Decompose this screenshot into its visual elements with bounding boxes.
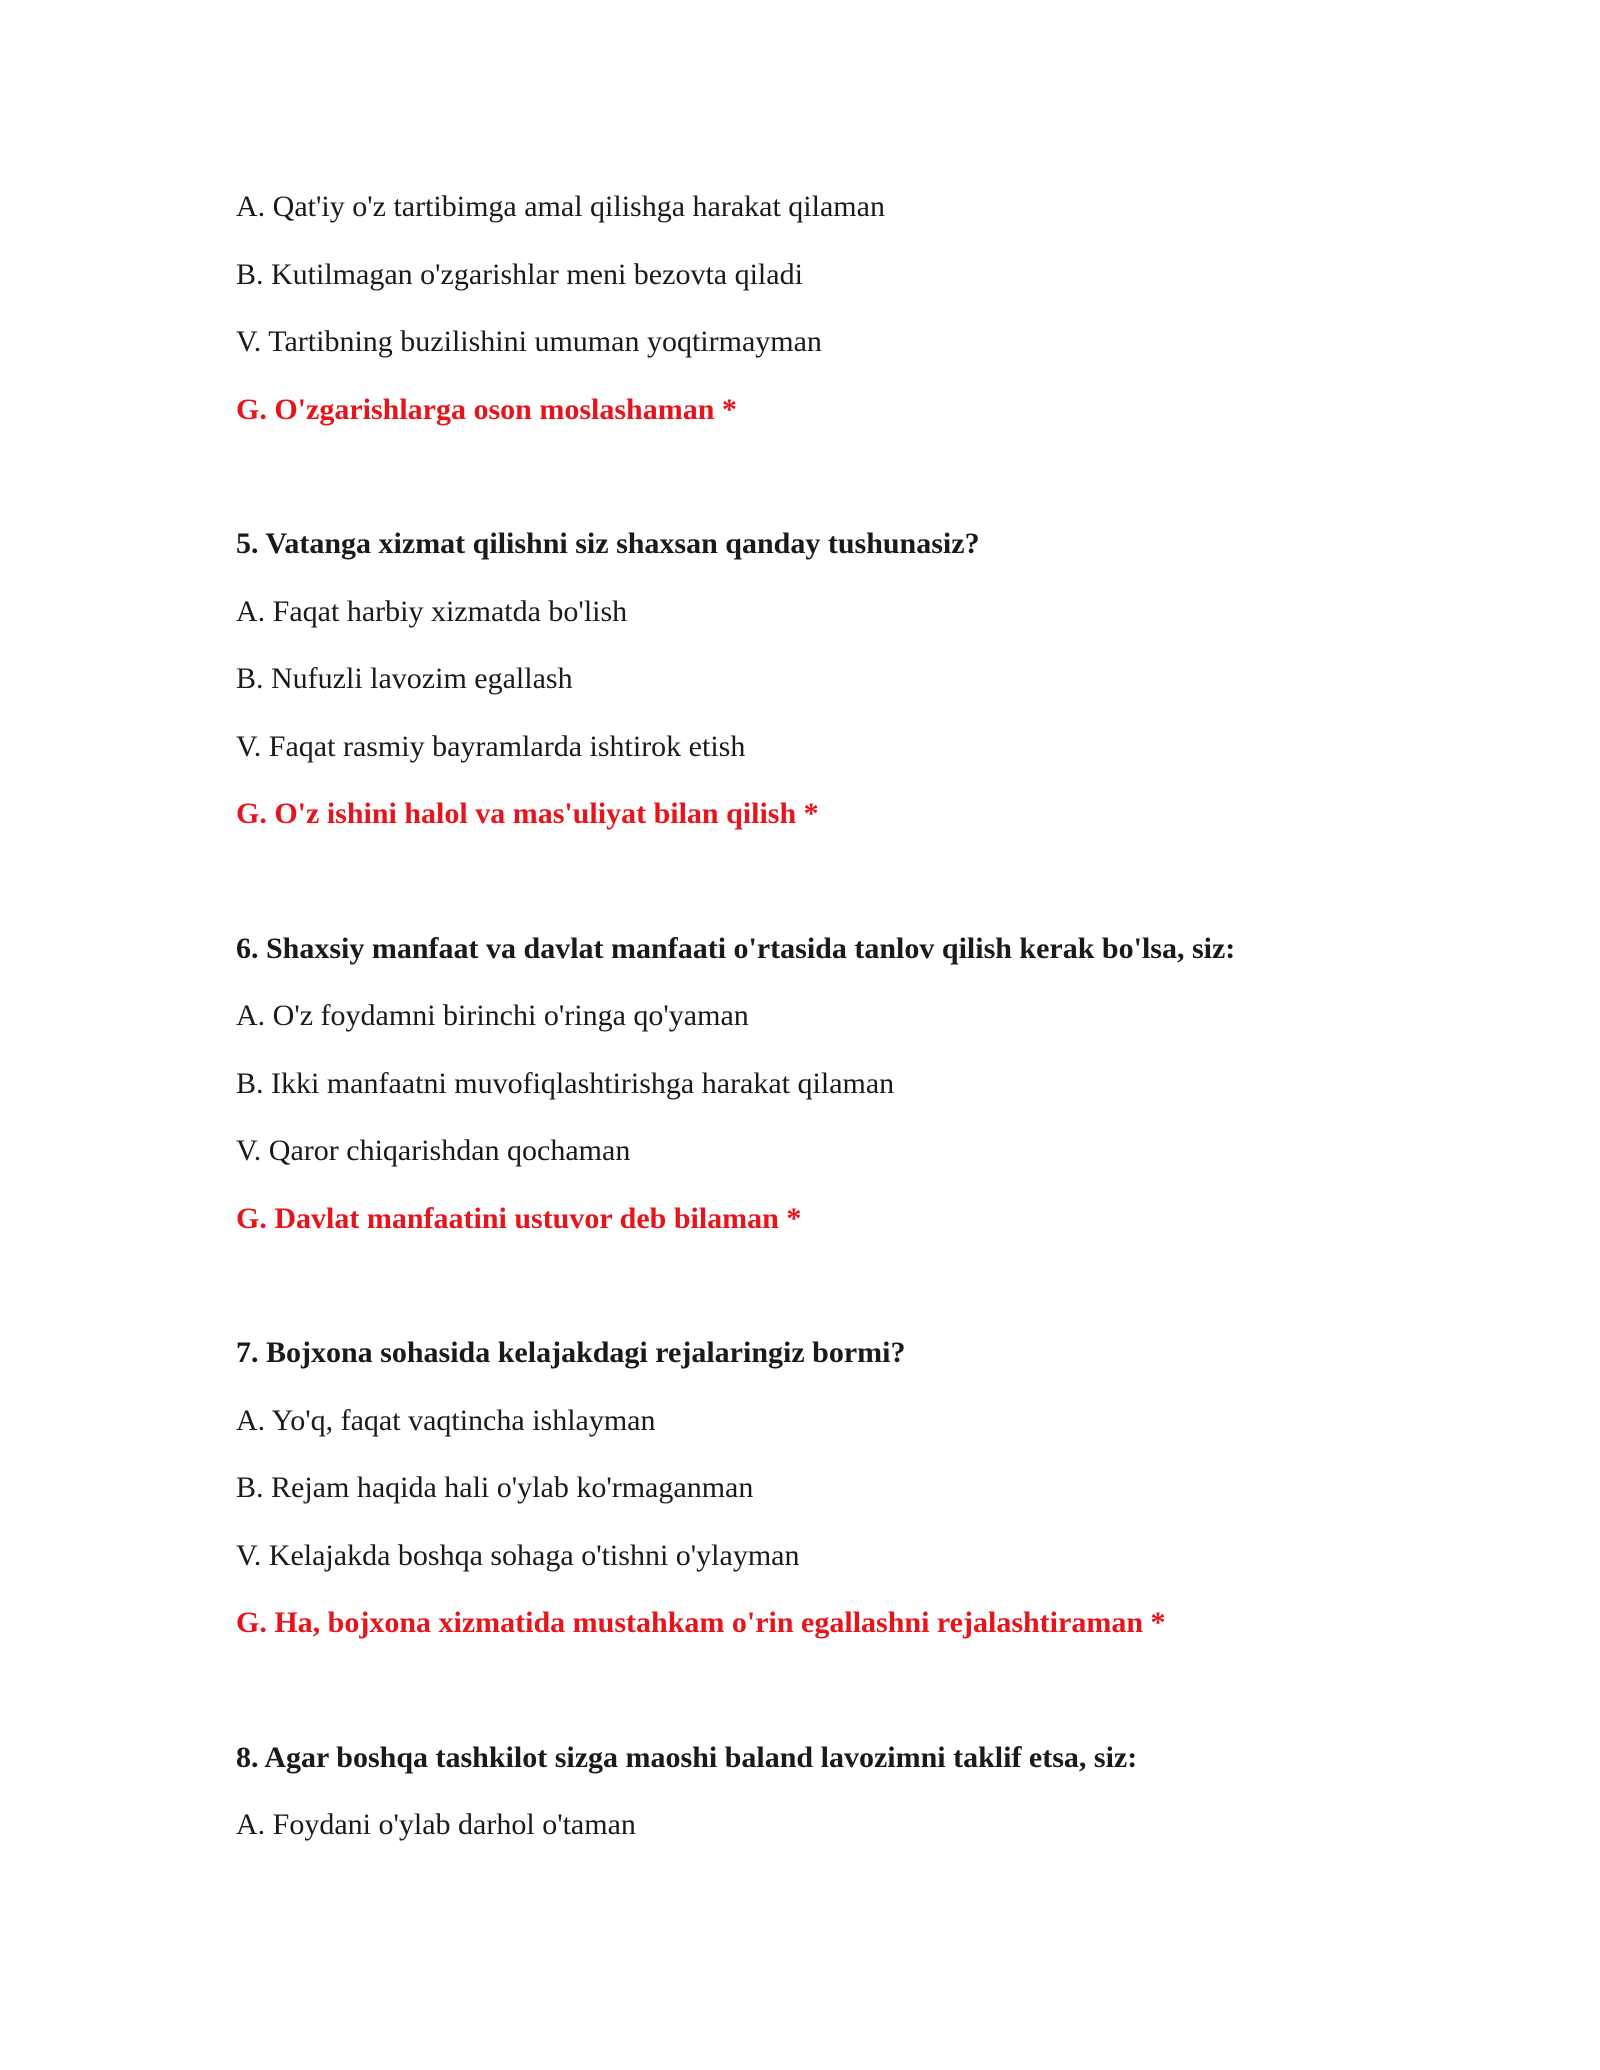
question-block-5 [236, 523, 1416, 835]
option-a: A. Qat'iy o'z tartibimga amal qilishga harakat qilaman [236, 190, 885, 223]
option-v: V. Tartibning buzilishini umuman yoqtirmayman [236, 325, 822, 358]
question-block-4-continued [236, 186, 1416, 431]
option-g-correct: G. Ha, bojxona xizmatida mustahkam o'rin egallashni rejalashtiraman * [236, 1606, 1166, 1639]
option-v: V. Faqat rasmiy bayramlarda ishtirok etish [236, 729, 746, 763]
option-b: B. Rejam haqida hali o'ylab ko'rmaganman [236, 1471, 754, 1504]
option-g-correct: G. O'zgarishlarga oson moslashaman * [236, 392, 737, 426]
option-b: B. Kutilmagan o'zgarishlar meni bezovta qiladi [236, 257, 803, 291]
option-a: A. Yo'q, faqat vaqtincha ishlayman [236, 1403, 656, 1437]
questionnaire-content [236, 186, 1416, 1872]
option-v: V. Qaror chiqarishdan qochaman [236, 1134, 631, 1167]
option-v: V. Kelajakda boshqa sohaga o'tishni o'ylayman [236, 1538, 800, 1572]
question-title: 6. Shaxsiy manfaat va davlat manfaati o'rtasida tanlov qilish kerak bo'lsa, siz: [236, 931, 1236, 965]
question-block-8 [236, 1737, 1416, 1847]
question-block-6 [236, 928, 1416, 1240]
question-title: 7. Bojxona sohasida kelajakdagi rejalaringiz bormi? [236, 1336, 906, 1369]
option-b: B. Nufuzli lavozim egallash [236, 662, 573, 695]
option-a: A. O'z foydamni birinchi o'ringa qo'yaman [236, 999, 749, 1032]
option-g-correct: G. Davlat manfaatini ustuvor deb bilaman * [236, 1201, 802, 1235]
option-a: A. Faqat harbiy xizmatda bo'lish [236, 594, 628, 628]
question-block-7 [236, 1332, 1416, 1644]
question-title: 8. Agar boshqa tashkilot sizga maoshi baland lavozimni taklif etsa, siz: [236, 1740, 1138, 1774]
option-a: A. Foydani o'ylab darhol o'taman [236, 1808, 636, 1841]
option-g-correct: G. O'z ishini halol va mas'uliyat bilan qilish * [236, 797, 819, 830]
question-title: 5. Vatanga xizmat qilishni siz shaxsan qanday tushunasiz? [236, 527, 980, 560]
option-b: B. Ikki manfaatni muvofiqlashtirishga harakat qilaman [236, 1066, 895, 1100]
